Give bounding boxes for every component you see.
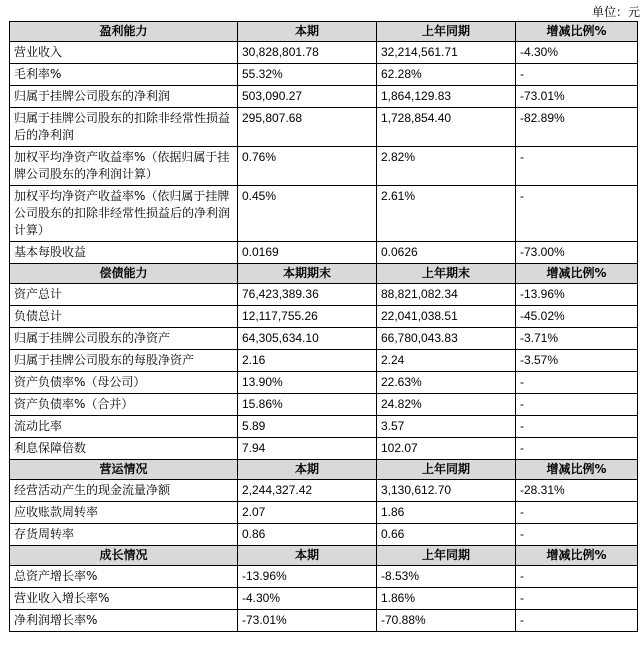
table-row xyxy=(10,566,638,588)
table-row xyxy=(10,328,638,350)
table-row xyxy=(10,588,638,610)
current-value-cell: -73.01% xyxy=(238,610,377,632)
current-period-header: 本期期末 xyxy=(238,264,377,284)
metric-name-cell: 经营活动产生的现金流量净额 xyxy=(10,480,238,502)
change-ratio-cell: -13.96% xyxy=(516,284,638,306)
change-ratio-cell: - xyxy=(516,372,638,394)
current-value-cell: 2,244,327.42 xyxy=(238,480,377,502)
table-row xyxy=(10,372,638,394)
prior-value-cell: 1,728,854.40 xyxy=(377,108,516,147)
prior-period-header: 上年同期 xyxy=(377,546,516,566)
current-value-cell: 13.90% xyxy=(238,372,377,394)
table-row xyxy=(10,306,638,328)
prior-value-cell: 2.82% xyxy=(377,147,516,186)
table-row xyxy=(10,610,638,632)
metric-name-cell: 加权平均净资产收益率%（依据归属于挂牌公司股东的净利润计算） xyxy=(10,147,238,186)
change-ratio-cell: - xyxy=(516,438,638,460)
metric-name-cell: 应收账款周转率 xyxy=(10,502,238,524)
metric-name-cell: 归属于挂牌公司股东的净资产 xyxy=(10,328,238,350)
metric-name-cell: 净利润增长率% xyxy=(10,610,238,632)
change-ratio-cell: - xyxy=(516,186,638,242)
prior-value-cell: 32,214,561.71 xyxy=(377,42,516,64)
current-value-cell: 2.16 xyxy=(238,350,377,372)
metric-name-cell: 资产负债率%（合并） xyxy=(10,394,238,416)
current-value-cell: 0.76% xyxy=(238,147,377,186)
change-ratio-cell: - xyxy=(516,610,638,632)
metric-name-cell: 归属于挂牌公司股东的扣除非经常性损益后的净利润 xyxy=(10,108,238,147)
table-row xyxy=(10,416,638,438)
section-header-row xyxy=(10,460,638,480)
current-value-cell: 64,305,634.10 xyxy=(238,328,377,350)
prior-value-cell: 24.82% xyxy=(377,394,516,416)
change-ratio-cell: - xyxy=(516,416,638,438)
metric-name-cell: 存货周转率 xyxy=(10,524,238,546)
prior-period-header: 上年同期 xyxy=(377,22,516,42)
prior-value-cell: 2.61% xyxy=(377,186,516,242)
financial-indicators-table xyxy=(9,21,638,632)
prior-value-cell: 102.07 xyxy=(377,438,516,460)
current-value-cell: 0.86 xyxy=(238,524,377,546)
current-value-cell: 2.07 xyxy=(238,502,377,524)
metric-name-cell: 总资产增长率% xyxy=(10,566,238,588)
change-ratio-cell: -73.01% xyxy=(516,86,638,108)
change-ratio-cell: -82.89% xyxy=(516,108,638,147)
change-ratio-header: 增减比例% xyxy=(516,460,638,480)
current-value-cell: 0.45% xyxy=(238,186,377,242)
prior-value-cell: 3,130,612.70 xyxy=(377,480,516,502)
metric-name-cell: 基本每股收益 xyxy=(10,242,238,264)
section-header-label: 偿债能力 xyxy=(10,264,238,284)
prior-value-cell: 0.0626 xyxy=(377,242,516,264)
current-value-cell: 295,807.68 xyxy=(238,108,377,147)
prior-period-header: 上年同期 xyxy=(377,460,516,480)
change-ratio-cell: - xyxy=(516,502,638,524)
prior-value-cell: 1.86 xyxy=(377,502,516,524)
current-value-cell: 76,423,389.36 xyxy=(238,284,377,306)
metric-name-cell: 利息保障倍数 xyxy=(10,438,238,460)
change-ratio-cell: - xyxy=(516,64,638,86)
table-row xyxy=(10,42,638,64)
change-ratio-header: 增减比例% xyxy=(516,546,638,566)
change-ratio-cell: - xyxy=(516,524,638,546)
table-row xyxy=(10,284,638,306)
metric-name-cell: 负债总计 xyxy=(10,306,238,328)
change-ratio-cell: -28.31% xyxy=(516,480,638,502)
change-ratio-cell: -3.71% xyxy=(516,328,638,350)
table-row xyxy=(10,108,638,147)
current-value-cell: 7.94 xyxy=(238,438,377,460)
section-header-row xyxy=(10,264,638,284)
metric-name-cell: 营业收入 xyxy=(10,42,238,64)
section-header-label: 盈利能力 xyxy=(10,22,238,42)
current-period-header: 本期 xyxy=(238,460,377,480)
table-row xyxy=(10,147,638,186)
prior-value-cell: 3.57 xyxy=(377,416,516,438)
table-row xyxy=(10,350,638,372)
prior-value-cell: 62.28% xyxy=(377,64,516,86)
change-ratio-cell: -3.57% xyxy=(516,350,638,372)
current-value-cell: 30,828,801.78 xyxy=(238,42,377,64)
current-value-cell: 503,090.27 xyxy=(238,86,377,108)
table-row xyxy=(10,394,638,416)
metric-name-cell: 加权平均净资产收益率%（依归属于挂牌公司股东的扣除非经常性损益后的净利润计算） xyxy=(10,186,238,242)
prior-value-cell: 22,041,038.51 xyxy=(377,306,516,328)
change-ratio-header: 增减比例% xyxy=(516,22,638,42)
change-ratio-cell: -4.30% xyxy=(516,42,638,64)
current-value-cell: -4.30% xyxy=(238,588,377,610)
metric-name-cell: 归属于挂牌公司股东的每股净资产 xyxy=(10,350,238,372)
current-period-header: 本期 xyxy=(238,22,377,42)
prior-value-cell: 2.24 xyxy=(377,350,516,372)
prior-value-cell: -70.88% xyxy=(377,610,516,632)
change-ratio-cell: -73.00% xyxy=(516,242,638,264)
section-header-label: 成长情况 xyxy=(10,546,238,566)
change-ratio-cell: - xyxy=(516,588,638,610)
prior-value-cell: 66,780,043.83 xyxy=(377,328,516,350)
metric-name-cell: 归属于挂牌公司股东的净利润 xyxy=(10,86,238,108)
table-row xyxy=(10,64,638,86)
metric-name-cell: 毛利率% xyxy=(10,64,238,86)
table-row xyxy=(10,438,638,460)
change-ratio-header: 增减比例% xyxy=(516,264,638,284)
section-header-row xyxy=(10,546,638,566)
current-value-cell: -13.96% xyxy=(238,566,377,588)
change-ratio-cell: -45.02% xyxy=(516,306,638,328)
prior-value-cell: 0.66 xyxy=(377,524,516,546)
prior-period-header: 上年期末 xyxy=(377,264,516,284)
prior-value-cell: 1,864,129.83 xyxy=(377,86,516,108)
change-ratio-cell: - xyxy=(516,394,638,416)
change-ratio-cell: - xyxy=(516,566,638,588)
current-value-cell: 15.86% xyxy=(238,394,377,416)
section-header-label: 营运情况 xyxy=(10,460,238,480)
current-value-cell: 0.0169 xyxy=(238,242,377,264)
table-row xyxy=(10,186,638,242)
table-row xyxy=(10,524,638,546)
section-header-row xyxy=(10,22,638,42)
table-row xyxy=(10,242,638,264)
current-value-cell: 5.89 xyxy=(238,416,377,438)
unit-label: 单位：元 xyxy=(591,5,640,19)
metric-name-cell: 资产总计 xyxy=(10,284,238,306)
metric-name-cell: 流动比率 xyxy=(10,416,238,438)
prior-value-cell: 1.86% xyxy=(377,588,516,610)
current-period-header: 本期 xyxy=(238,546,377,566)
prior-value-cell: 88,821,082.34 xyxy=(377,284,516,306)
prior-value-cell: -8.53% xyxy=(377,566,516,588)
current-value-cell: 12,117,755.26 xyxy=(238,306,377,328)
table-row xyxy=(10,480,638,502)
metric-name-cell: 营业收入增长率% xyxy=(10,588,238,610)
metric-name-cell: 资产负债率%（母公司） xyxy=(10,372,238,394)
table-row xyxy=(10,86,638,108)
change-ratio-cell: - xyxy=(516,147,638,186)
current-value-cell: 55.32% xyxy=(238,64,377,86)
prior-value-cell: 22.63% xyxy=(377,372,516,394)
table-row xyxy=(10,502,638,524)
